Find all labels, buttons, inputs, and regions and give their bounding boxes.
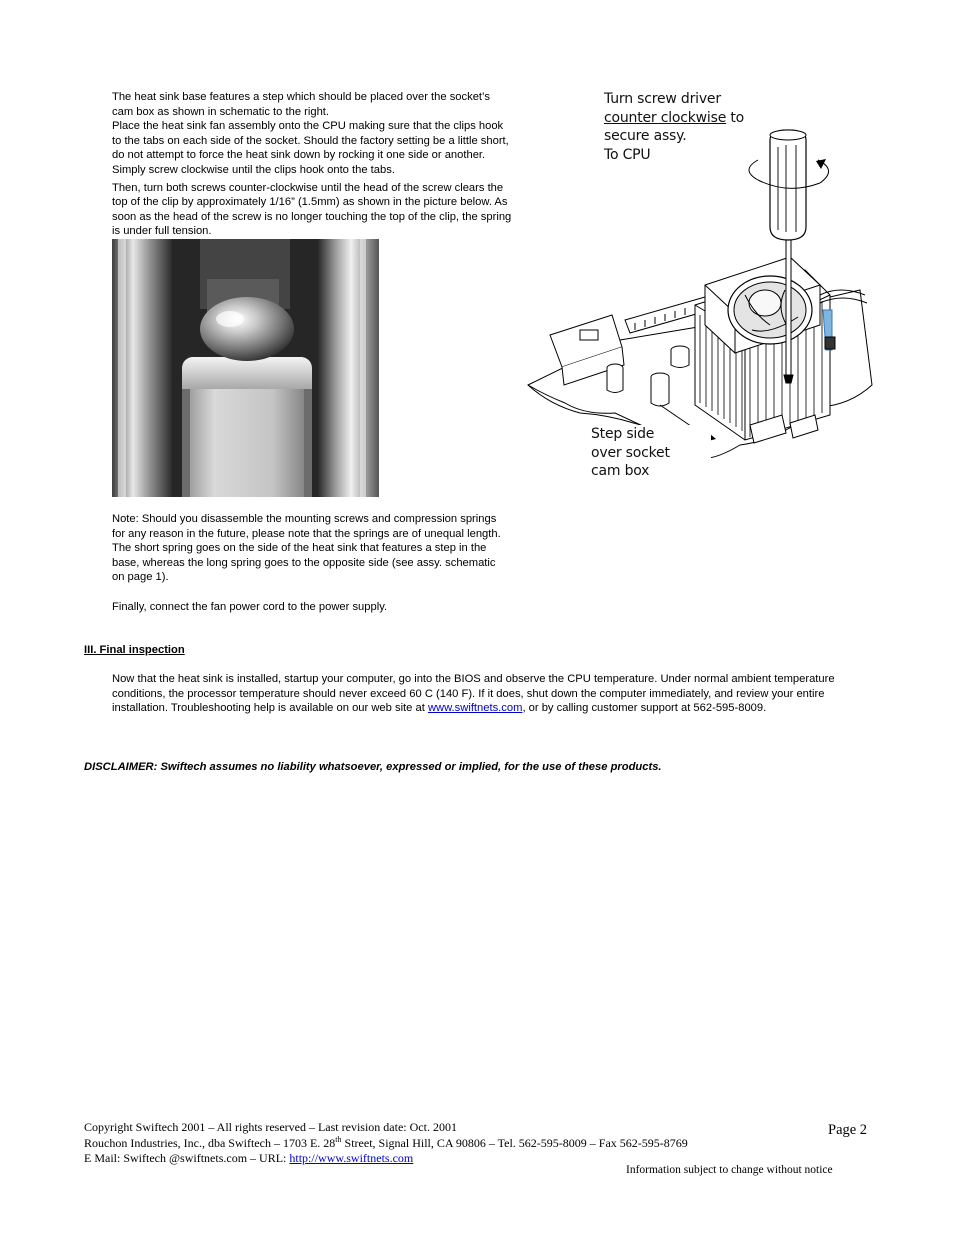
footer-copyright: Copyright Swiftech 2001 – All rights reserved – Last revision date: Oct. 2001 [84, 1120, 457, 1134]
finally-paragraph: Finally, connect the fan power cord to the power supply. [112, 600, 388, 613]
callout-top-line-4: To CPU [604, 146, 651, 163]
note-block [112, 512, 507, 614]
callout-bottom-line-3: cam box [591, 463, 650, 479]
instruction-para-2: Place the heat sink fan assembly onto the CPU making sure that the clips hook to the tabs on each side of the socket. Should the factory setting be a little short, do not attempt to force the heat sink down by rocking it one side or another. Simply screw clockwise until the clips hook onto the tabs. [112, 120, 509, 176]
disclaimer: DISCLAIMER: Swiftech assumes no liability whatsoever, expressed or implied, for the use of these products. [84, 761, 662, 773]
screw-clip-photo [112, 239, 379, 497]
section-heading: III. Final inspection [84, 644, 185, 656]
callout-bottom-line-2: over socket [591, 444, 670, 461]
footer [84, 1120, 804, 1167]
instructions-block [112, 90, 512, 239]
heatsink-schematic [520, 85, 880, 485]
website-link[interactable]: www.swiftnets.com [427, 702, 523, 715]
footer-address-b: Street, Signal Hill, CA 90806 – Tel. 562-595-8009 – Fax 562-595-8769 [341, 1135, 688, 1150]
footer-notice: Information subject to change without notice [626, 1164, 833, 1176]
callout-turn-screwdriver [604, 90, 804, 164]
note-paragraph: Note: Should you disassemble the mounting screws and compression springs for any reason in the future, please note that the springs are of unequal length. The short spring goes on the side of the heat sink that features a step in the base, whereas the long spring goes to the opposite side (see assy. schematic on page 1). [112, 513, 501, 584]
callout-top-line-3: secure assy. [604, 128, 687, 144]
callout-top-line-2 [604, 109, 804, 128]
callout-top-after: to [726, 109, 745, 126]
footer-url-link[interactable]: http://www.swiftnets.com [289, 1151, 414, 1165]
footer-address [84, 1136, 804, 1152]
final-inspection-text: Now that the heat sink is installed, startup your computer, go into the BIOS and observe the CPU temperature. Under normal ambient temperature conditions, the processor temperature should never exceed 60 C (140 F). If it does, shut down the computer immediately, and review your entire installation. Troubleshooting help is available on our web site at [112, 673, 835, 715]
callout-top-line-1: Turn screw driver [604, 91, 721, 107]
footer-address-a: Rouchon Industries, Inc., dba Swiftech – 1703 E. 28 [84, 1135, 336, 1150]
instruction-para-3: Then, turn both screws counter-clockwise until the head of the screw clears the top of the clip by approximately 1/16” (1.5mm) as shown in the picture below. As soon as the head of the screw is no longer touching the top of the clip, the spring is under full tension. [112, 181, 512, 238]
callout-bottom-line-1: Step side [591, 426, 655, 442]
callout-step-side [591, 425, 711, 481]
callout-counter-clockwise: counter clockwise [604, 109, 727, 126]
final-inspection-text-after: , or by calling customer support at 562-595-8009. [522, 702, 767, 715]
footer-address-sup: th [335, 1134, 342, 1144]
screw-clip-photo-illustration [112, 239, 379, 497]
final-inspection-block [112, 672, 867, 716]
instruction-para-1: The heat sink base features a step which should be placed over the socket’s cam box as shown in schematic to the right. [112, 91, 490, 118]
footer-email: E Mail: Swiftech @swiftnets.com – URL: [84, 1151, 290, 1165]
page-number: Page 2 [828, 1122, 868, 1138]
final-inspection-paragraph [112, 672, 867, 716]
